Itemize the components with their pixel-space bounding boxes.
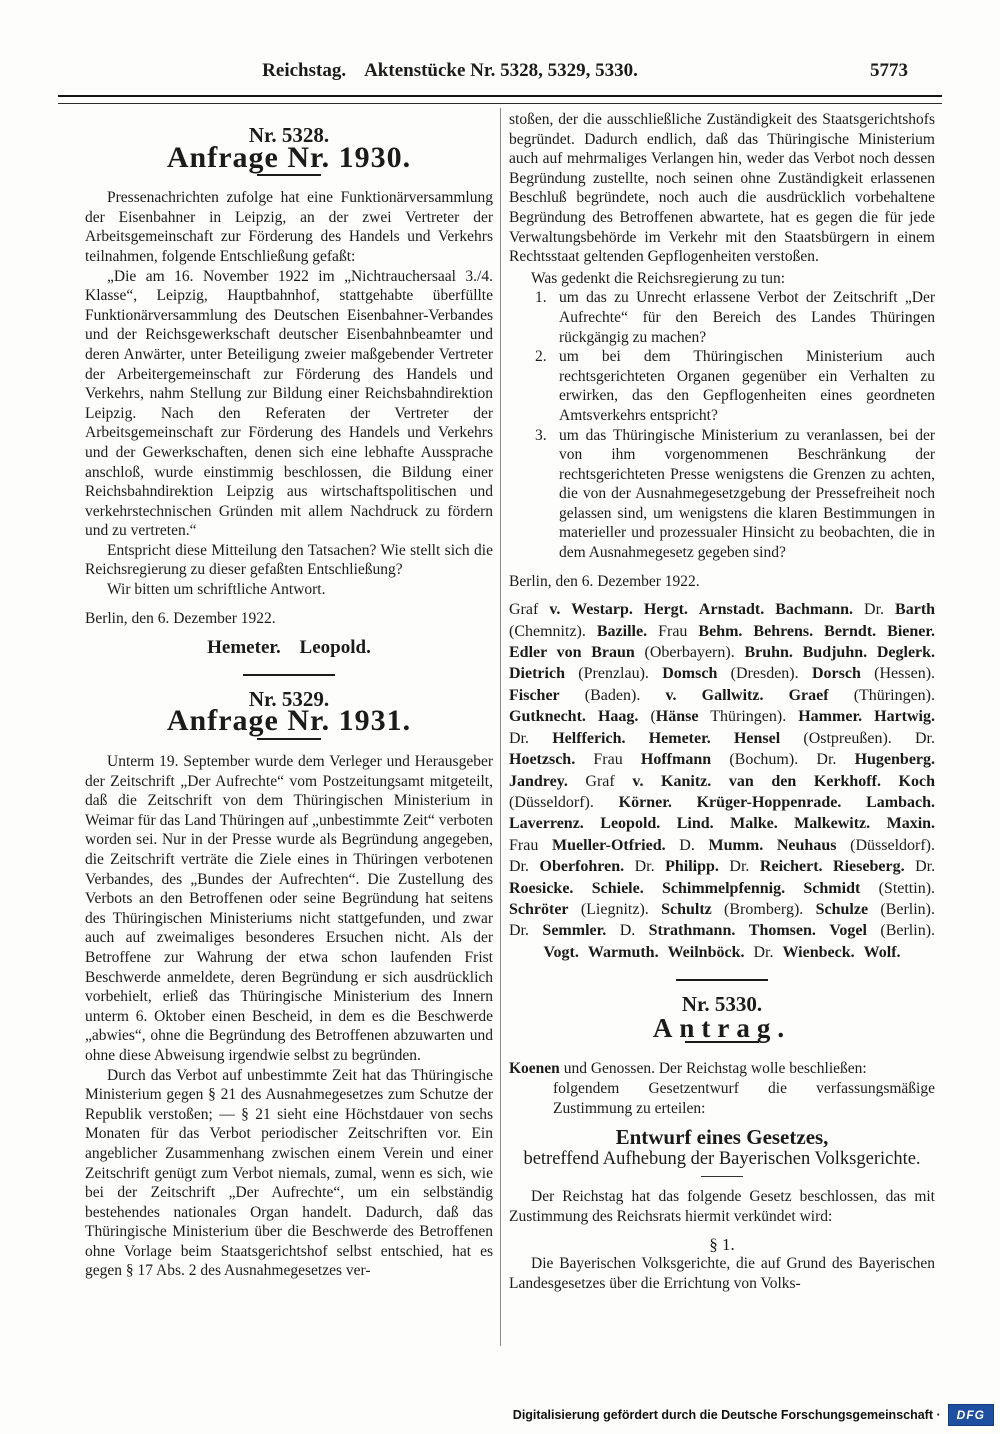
law-subtitle: betreffend Aufhebung der Bayerischen Volksgerichte. <box>523 1148 921 1169</box>
signatory: Schultz (Bromberg). <box>661 900 804 918</box>
signatory: Malkewitz. <box>794 815 871 833</box>
question-item <box>535 347 935 425</box>
item-5329-continuation: stoßen, der die ausschließliche Zuständigkeit des Staatsgerichtshofs begründet. Dadurch endlich, daß das Thüringische Ministerium auch auf mehrmaliges Verlangen hin, weder das Verbot noch dessen Begründung zustellte, noch seinen ohne Zuständigkeit erlassenen Beschluß begründete, noch auch die ausdrücklich vorbehaltene Begründung des Betroffenen abwartete, hat es gegen die für jede Verwaltungsbehörde im Verkehr mit den Staatsbürgern in einem Rechtsstaat geltenden Gepflogenheiten verstoßen. <box>509 111 935 266</box>
item-5330 <box>509 992 935 1293</box>
page-number: 5773 <box>870 60 908 81</box>
signatory: Deglerk. <box>876 644 936 662</box>
signatory: Dorsch (Hessen). <box>811 665 936 683</box>
motion-intro-rest: und Genossen. Der Reichstag wolle beschließen: <box>559 1060 867 1078</box>
column-divider-rule <box>500 108 501 1346</box>
signatory: Lambach. <box>866 793 935 811</box>
date-line: Berlin, den 6. Dezember 1922. <box>85 609 276 627</box>
signatory: Vogel (Berlin). <box>829 922 936 940</box>
signatory: Behrens. <box>753 622 814 640</box>
paragraph: Entspricht diese Mitteilung den Tatsachen? Wie stellt sich die Reichsregierung zu dieser gefaßten Entschließung? <box>85 541 493 579</box>
signatory: Schmidt (Stettin). <box>803 879 936 897</box>
section-divider <box>676 979 768 981</box>
signatory: D. Mumm. <box>679 836 764 854</box>
signatory: Dr. Barth (Chemnitz). <box>509 601 936 640</box>
question-item <box>535 426 935 563</box>
signatory: Thomsen. <box>748 922 816 940</box>
masthead-title <box>60 60 840 82</box>
signatory: Frau Mueller-Otfried. <box>509 836 666 854</box>
question-number: 2. <box>535 348 547 366</box>
signatory: Rieseberg. <box>833 858 905 876</box>
signatory: van den Kerkhoff. <box>728 772 881 790</box>
law-title: Entwurf eines Gesetzes, <box>615 1125 829 1150</box>
issue-title: Aktenstücke Nr. 5328, 5329, 5330. <box>364 60 638 81</box>
signatory: Graf v. Kanitz. <box>585 772 712 790</box>
signatory: Dr. Oberfohren. <box>509 858 625 876</box>
signatory: Schiele. <box>591 879 644 897</box>
signatory: Haag. <box>597 708 639 726</box>
signatory: Hergt. <box>643 601 688 619</box>
questions-intro: Was gedenkt die Reichsregierung zu tun: <box>531 269 785 287</box>
signatory: Bruhn. <box>744 644 793 662</box>
signatory: Frau Behm. <box>658 622 743 640</box>
signatory: Wolf. <box>863 943 901 961</box>
paragraph: Pressenachrichten zufolge hat eine Funktionärversammlung der Eisenbahner in Leipzig, an der zwei Vertreter der Arbeitsgemeinschaft zur Förderung des Handels und Verkehrs teilnahmen, folgende Entschließung gefaßt: <box>85 189 493 265</box>
title-divider <box>257 174 321 176</box>
signatory: Malke. <box>730 815 778 833</box>
signatory: Jandrey. <box>509 772 568 790</box>
signatory: Vogt. <box>543 943 579 961</box>
signatory: Frau Hoffmann (Bochum). <box>593 751 799 769</box>
signature-line: Hemeter. Leopold. <box>207 637 371 659</box>
question-item <box>535 288 935 347</box>
signatory: Bazille. <box>596 622 648 640</box>
signatory: Neuhaus (Düsseldorf). <box>776 836 936 854</box>
item-5328 <box>85 123 493 676</box>
digitization-footer <box>513 1404 994 1426</box>
signatory: Bachmann. <box>775 601 854 619</box>
signatory: Arnstadt. <box>698 601 765 619</box>
masthead <box>60 60 940 94</box>
journal-name: Reichstag. <box>262 60 347 81</box>
signatory: Warmuth. <box>587 943 659 961</box>
signatory: Krüger-Hoppenrade. <box>696 793 842 811</box>
signatory: Dr. Roesicke. <box>509 858 936 897</box>
question-number: 3. <box>535 426 547 444</box>
motion-body: folgendem Gesetzentwurf die verfassungsmäßige Zustimmung zu erteilen: <box>553 1079 935 1117</box>
section-1-text: Die Bayerischen Volksgerichte, die auf Grund des Bayerischen Landesgesetzes über die Errichtung von Volks- <box>509 1255 935 1292</box>
signatory: Laverrenz. <box>509 815 584 833</box>
signatory: Leopold. <box>600 815 661 833</box>
signatory: Hensel (Ostpreußen). <box>733 729 892 747</box>
title-divider <box>257 738 321 740</box>
question-text: um das Thüringische Ministerium zu veranlassen, bei der von ihm vorgenommenen Beschränkung der rechtsgerichteten Presse wenigstens die Grenzen zu achten, die von der Ausnahmegesetzgebung der Pressefreiheit noch gelassen sind, um wenigstens die klaren Bestimmungen in materieller und prozessualer Hinsicht zu beobachten, die in dem Ausnahmegesetz gegeben sind? <box>559 426 935 562</box>
signatory: Dr. Hoetzsch. <box>509 729 935 769</box>
question-text: um bei dem Thüringischen Ministerium auch rechtsgerichteten Organen gegenüber ein Verhalten zu erwirken, das den Gepflogenheiten eines geordneten Amtsverkehrs entspricht? <box>559 348 935 424</box>
item-5329 <box>85 686 493 1281</box>
dfg-logo: DFG <box>948 1404 994 1426</box>
motion-intro <box>509 1059 935 1079</box>
signatory: Dietrich (Prenzlau). <box>509 665 649 683</box>
signatory: Graef (Thüringen). <box>788 686 935 704</box>
question-number: 1. <box>535 289 547 307</box>
signatory: Dr. Wienbeck. <box>753 943 855 961</box>
item-title: Anfrage Nr. 1931. <box>166 704 412 738</box>
right-column <box>509 110 935 1293</box>
paragraph: Unterm 19. September wurde dem Verleger und Herausgeber der Zeitschrift „Der Aufrechte“ vom Postzeitungsamt mitgeteilt, daß die Zeitschrift von dem Thüringischen Ministerium in Weimar für das Land Thüringen auf „unbestimmte Zeit“ verboten worden sei. Nur in der Presse wurde als Begründung angegeben, die Zeitschrift verträte die Ziele eines in Thüringen verbotenen Verbandes, des „Bundes der Aufrechten“. Die Zustellung des Verbots an den Betroffenen oder seine Begründung hat seitens des Thüringischen Ministeriums nicht stattgefunden, und zwar auch auf zweimaliges besonderes Ersuchen nicht. Als der Betroffene zur Wahrung der etwa schon laufenden Frist Beschwerde anmeldete, deren Begründung er sich ausdrücklich vorbehielt, erließ das Thüringische Ministerium des Innern unterm 6. Oktober einen Bescheid, in dem es die Beschwerde „abwies“, ohne die Begründung des Betroffenen abzuwarten und ohne diese Abweisung irgendwie selbst zu begründen. <box>85 753 493 1064</box>
item-number: Nr. 5330. <box>681 992 763 1017</box>
signatory: D. Strathmann. <box>619 922 736 940</box>
section-1-heading: § 1. <box>709 1234 735 1254</box>
signatory: Dr. Helfferich. <box>509 729 626 747</box>
signatory: Domsch (Dresden). <box>662 665 799 683</box>
item-title: Anfrage Nr. 1930. <box>166 140 412 174</box>
signatories-block <box>509 599 935 963</box>
item-5328-body <box>85 188 493 599</box>
signatory: Schröter (Liegnitz). <box>509 900 649 918</box>
header-rule <box>58 95 942 104</box>
signatory: Maxin. <box>886 815 936 833</box>
signatory: Biener. <box>887 622 935 640</box>
signatory: Weilnböck. <box>667 943 745 961</box>
law-title-divider <box>701 1176 743 1177</box>
paragraph: „Die am 16. November 1922 im „Nichtrauchersaal 3./4. Klasse“, Leipzig, Hauptbahnhof, stattgehabte überfüllte Funktionärversammlung des Deutschen Eisenbahner-Verbandes und der Reichsgewerkschaft deutscher Eisenbahnbeamter und deren Anwärter, unter Beteiligung zweier maßgebender Vertreter der Arbeitergemeinschaft zur Förderung des Handels und Verkehrs, nahm Stellung zur Bildung einer Reichsbahndirektion Leipzig. Nach den Referaten der Vertreter der Arbeitsgemeinschaft zur Förderung des Handels und Verkehrs und der Gewerkschaften, denen sich eine lebhafte Aussprache anschloß, wurde einstimmig beschlossen, die Bildung einer Reichsbahndirektion Leipzig aus wirtschaftspolitischen und verkehrstechnischen Gründen mit allem Nachdruck zu fördern und zu vertreten.“ <box>85 267 493 540</box>
paragraph: Durch das Verbot auf unbestimmte Zeit hat das Thüringische Ministerium gegen § 21 des Ausnahmegesetzes zum Schutze der Republik verstoßen; — § 21 sieht eine Höchstdauer von sechs Monaten für das Verbot periodischer Zeitschriften vor. Ein angeblicher Zusammenhang zwischen einem Verein und einer Zeitschrift genügt zum Verbot niemals, zumal, wenn es sich, wie bei der Zeitschrift „Der Aufrechte“, um ein selbständig bestehendes nationales Organ handelt. Dadurch, daß das Thüringische Ministerium über die Beschwerde des Betroffenen ohne Vorlage beim Staatsgerichtshof selbst entschied, hat es gegen § 17 Abs. 2 des Ausnahmegesetzes ver- <box>85 1066 493 1280</box>
signatory: Schulze (Berlin). <box>815 900 936 918</box>
signatory: Graf v. Westarp. <box>509 601 633 619</box>
item-number: Nr. 5328. <box>248 123 330 147</box>
signatory: Gutknecht. <box>509 708 586 726</box>
signatory: Edler von Braun (Oberbayern). <box>509 644 735 662</box>
signatory: Hemeter. <box>648 729 711 747</box>
signatory: Dr. Reichert. <box>729 858 823 876</box>
signatory: Berndt. <box>824 622 877 640</box>
signatory: Dr. Philipp. <box>634 858 719 876</box>
signatory: Hammer. <box>798 708 863 726</box>
signatory: Dr. Hugenberg. <box>816 751 936 769</box>
signatory: Schimmelpfennig. <box>662 879 786 897</box>
left-column <box>85 112 493 1281</box>
signatory: Hartwig. <box>874 708 935 726</box>
digitization-credit: Digitalisierung gefördert durch die Deutsche Forschungsgemeinschaft · <box>512 1408 941 1422</box>
signatory: (Hänse Thüringen). <box>650 708 787 726</box>
signatory: Fischer (Baden). <box>509 686 641 704</box>
question-text: um das zu Unrecht erlassene Verbot der Zeitschrift „Der Aufrechte“ für den Bereich des Landes Thüringen rückgängig zu machen? <box>559 289 935 346</box>
date-line: Berlin, den 6. Dezember 1922. <box>509 572 700 590</box>
signatory: Koch (Düsseldorf). <box>509 772 935 811</box>
law-preamble: Der Reichstag hat das folgende Gesetz beschlossen, das mit Zustimmung des Reichsrats hiermit verkündet wird: <box>509 1188 935 1225</box>
paragraph: Wir bitten um schriftliche Antwort. <box>107 581 326 599</box>
signatory: Körner. <box>618 793 672 811</box>
section-divider <box>243 674 335 676</box>
questions-list <box>509 288 935 562</box>
item-title: Antrag. <box>652 1012 792 1043</box>
mover-name: Koenen <box>509 1060 560 1078</box>
item-number: Nr. 5329. <box>248 686 330 711</box>
signatory: v. Gallwitz. <box>665 686 764 704</box>
item-5329-body <box>85 752 493 1281</box>
signatory: Budjuhn. <box>802 644 868 662</box>
signatory: Lind. <box>676 815 714 833</box>
signatory: Dr. Semmler. <box>509 922 607 940</box>
